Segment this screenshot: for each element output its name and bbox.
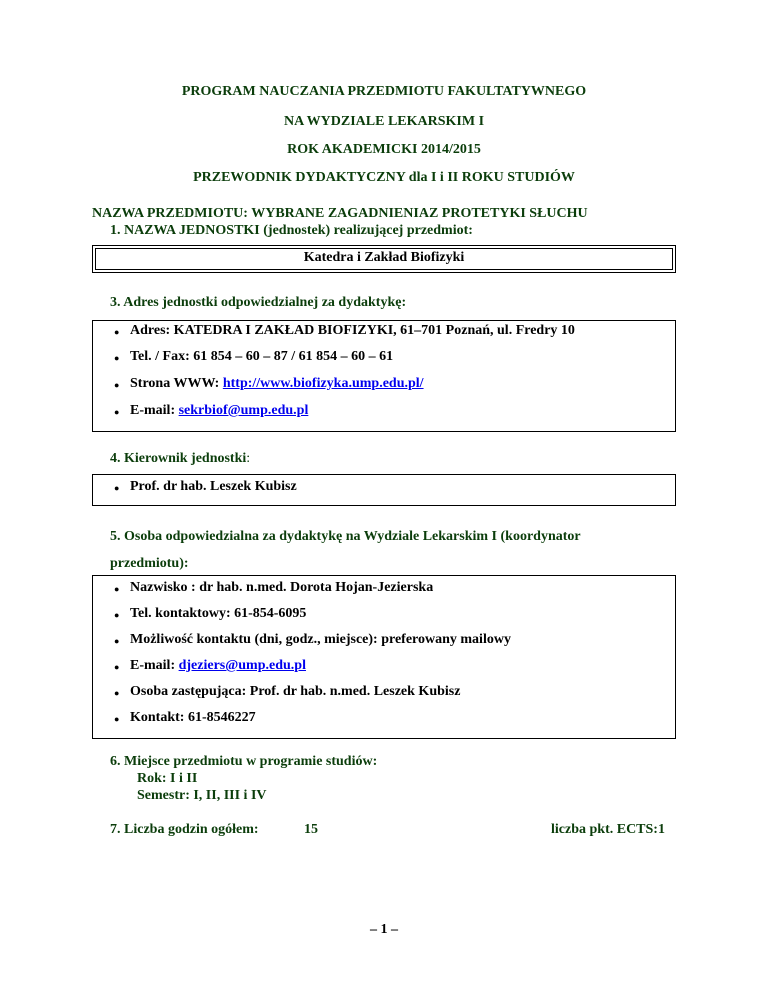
page-number: – 1 – [370, 922, 398, 937]
bullet-icon: ● [114, 636, 120, 646]
header-line-1: PROGRAM NAUCZANIA PRZEDMIOTU FAKULTATYWNEGO [181, 84, 587, 99]
total-hours: 15 [304, 822, 318, 837]
bullet-icon: ● [114, 380, 120, 390]
bullet-icon: ● [114, 483, 120, 493]
phone-fax-text: Tel. / Fax: 61 854 – 60 – 87 / 61 854 – 60 – 61 [130, 349, 394, 364]
bullet-icon: ● [114, 407, 120, 417]
section-7-title: 7. Liczba godzin ogółem: [110, 822, 259, 837]
coordinator-email-label: E-mail: [130, 658, 179, 673]
ects-points: liczba pkt. ECTS:1 [551, 822, 665, 837]
bullet-icon: ● [114, 662, 120, 672]
address-text: Adres: KATEDRA I ZAKŁAD BIOFIZYKI, 61–701 Poznań, ul. Fredry 10 [130, 323, 575, 338]
study-year: Rok: I i II [137, 771, 198, 786]
deputy-name: Osoba zastępująca: Prof. dr hab. n.med. Leszek Kubisz [130, 684, 461, 699]
section-4-title-colon: : [246, 451, 251, 466]
study-semester: Semestr: I, II, III i IV [137, 788, 267, 803]
head-name: Prof. dr hab. Leszek Kubisz [130, 479, 297, 494]
unit-name: Katedra i Zakład Biofizyki [95, 248, 673, 270]
header-line-3: ROK AKADEMICKI 2014/2015 [287, 142, 481, 157]
deputy-contact: Kontakt: 61-8546227 [130, 710, 256, 725]
header-line-2: NA WYDZIALE LEKARSKIM I [283, 114, 485, 129]
bullet-icon: ● [114, 688, 120, 698]
coordinator-email-item [130, 658, 306, 674]
unit-box [92, 245, 676, 273]
section-6-title: 6. Miejsce przedmiotu w programie studiów: [110, 754, 378, 769]
header-line-4: PRZEWODNIK DYDAKTYCZNY dla I i II ROKU STUDIÓW [193, 170, 575, 185]
www-label: Strona WWW: [130, 376, 223, 391]
www-link[interactable]: http://www.biofizyka.ump.edu.pl/ [222, 376, 424, 391]
email-link[interactable]: sekrbiof@ump.edu.pl [178, 403, 309, 418]
section-1-title: 1. NAZWA JEDNOSTKI (jednostek) realizującej przedmiot: [110, 223, 473, 238]
coordinator-email-link[interactable]: djeziers@ump.edu.pl [178, 658, 306, 673]
section-5-title-line-2: przedmiotu): [110, 556, 189, 571]
coordinator-phone: Tel. kontaktowy: 61-854-6095 [130, 606, 307, 621]
bullet-icon: ● [114, 327, 120, 337]
section-4-title [110, 451, 250, 467]
bullet-icon: ● [114, 353, 120, 363]
section-4-title-text: 4. Kierownik jednostki [110, 451, 247, 466]
email-item [130, 403, 308, 419]
coordinator-contact: Możliwość kontaktu (dni, godz., miejsce): preferowany mailowy [130, 632, 511, 647]
subject-name: NAZWA PRZEDMIOTU: WYBRANE ZAGADNIENIAZ PROTETYKI SŁUCHU [92, 206, 588, 221]
section-3-title: 3. Adres jednostki odpowiedzialnej za dydaktykę: [110, 295, 407, 310]
bullet-icon: ● [114, 610, 120, 620]
bullet-icon: ● [114, 584, 120, 594]
section-5-title-line-1: 5. Osoba odpowiedzialna za dydaktykę na Wydziale Lekarskim I (koordynator [110, 529, 581, 544]
bullet-icon: ● [114, 714, 120, 724]
coordinator-name: Nazwisko : dr hab. n.med. Dorota Hojan-Jezierska [130, 580, 434, 595]
www-item [130, 376, 424, 392]
email-label: E-mail: [130, 403, 179, 418]
